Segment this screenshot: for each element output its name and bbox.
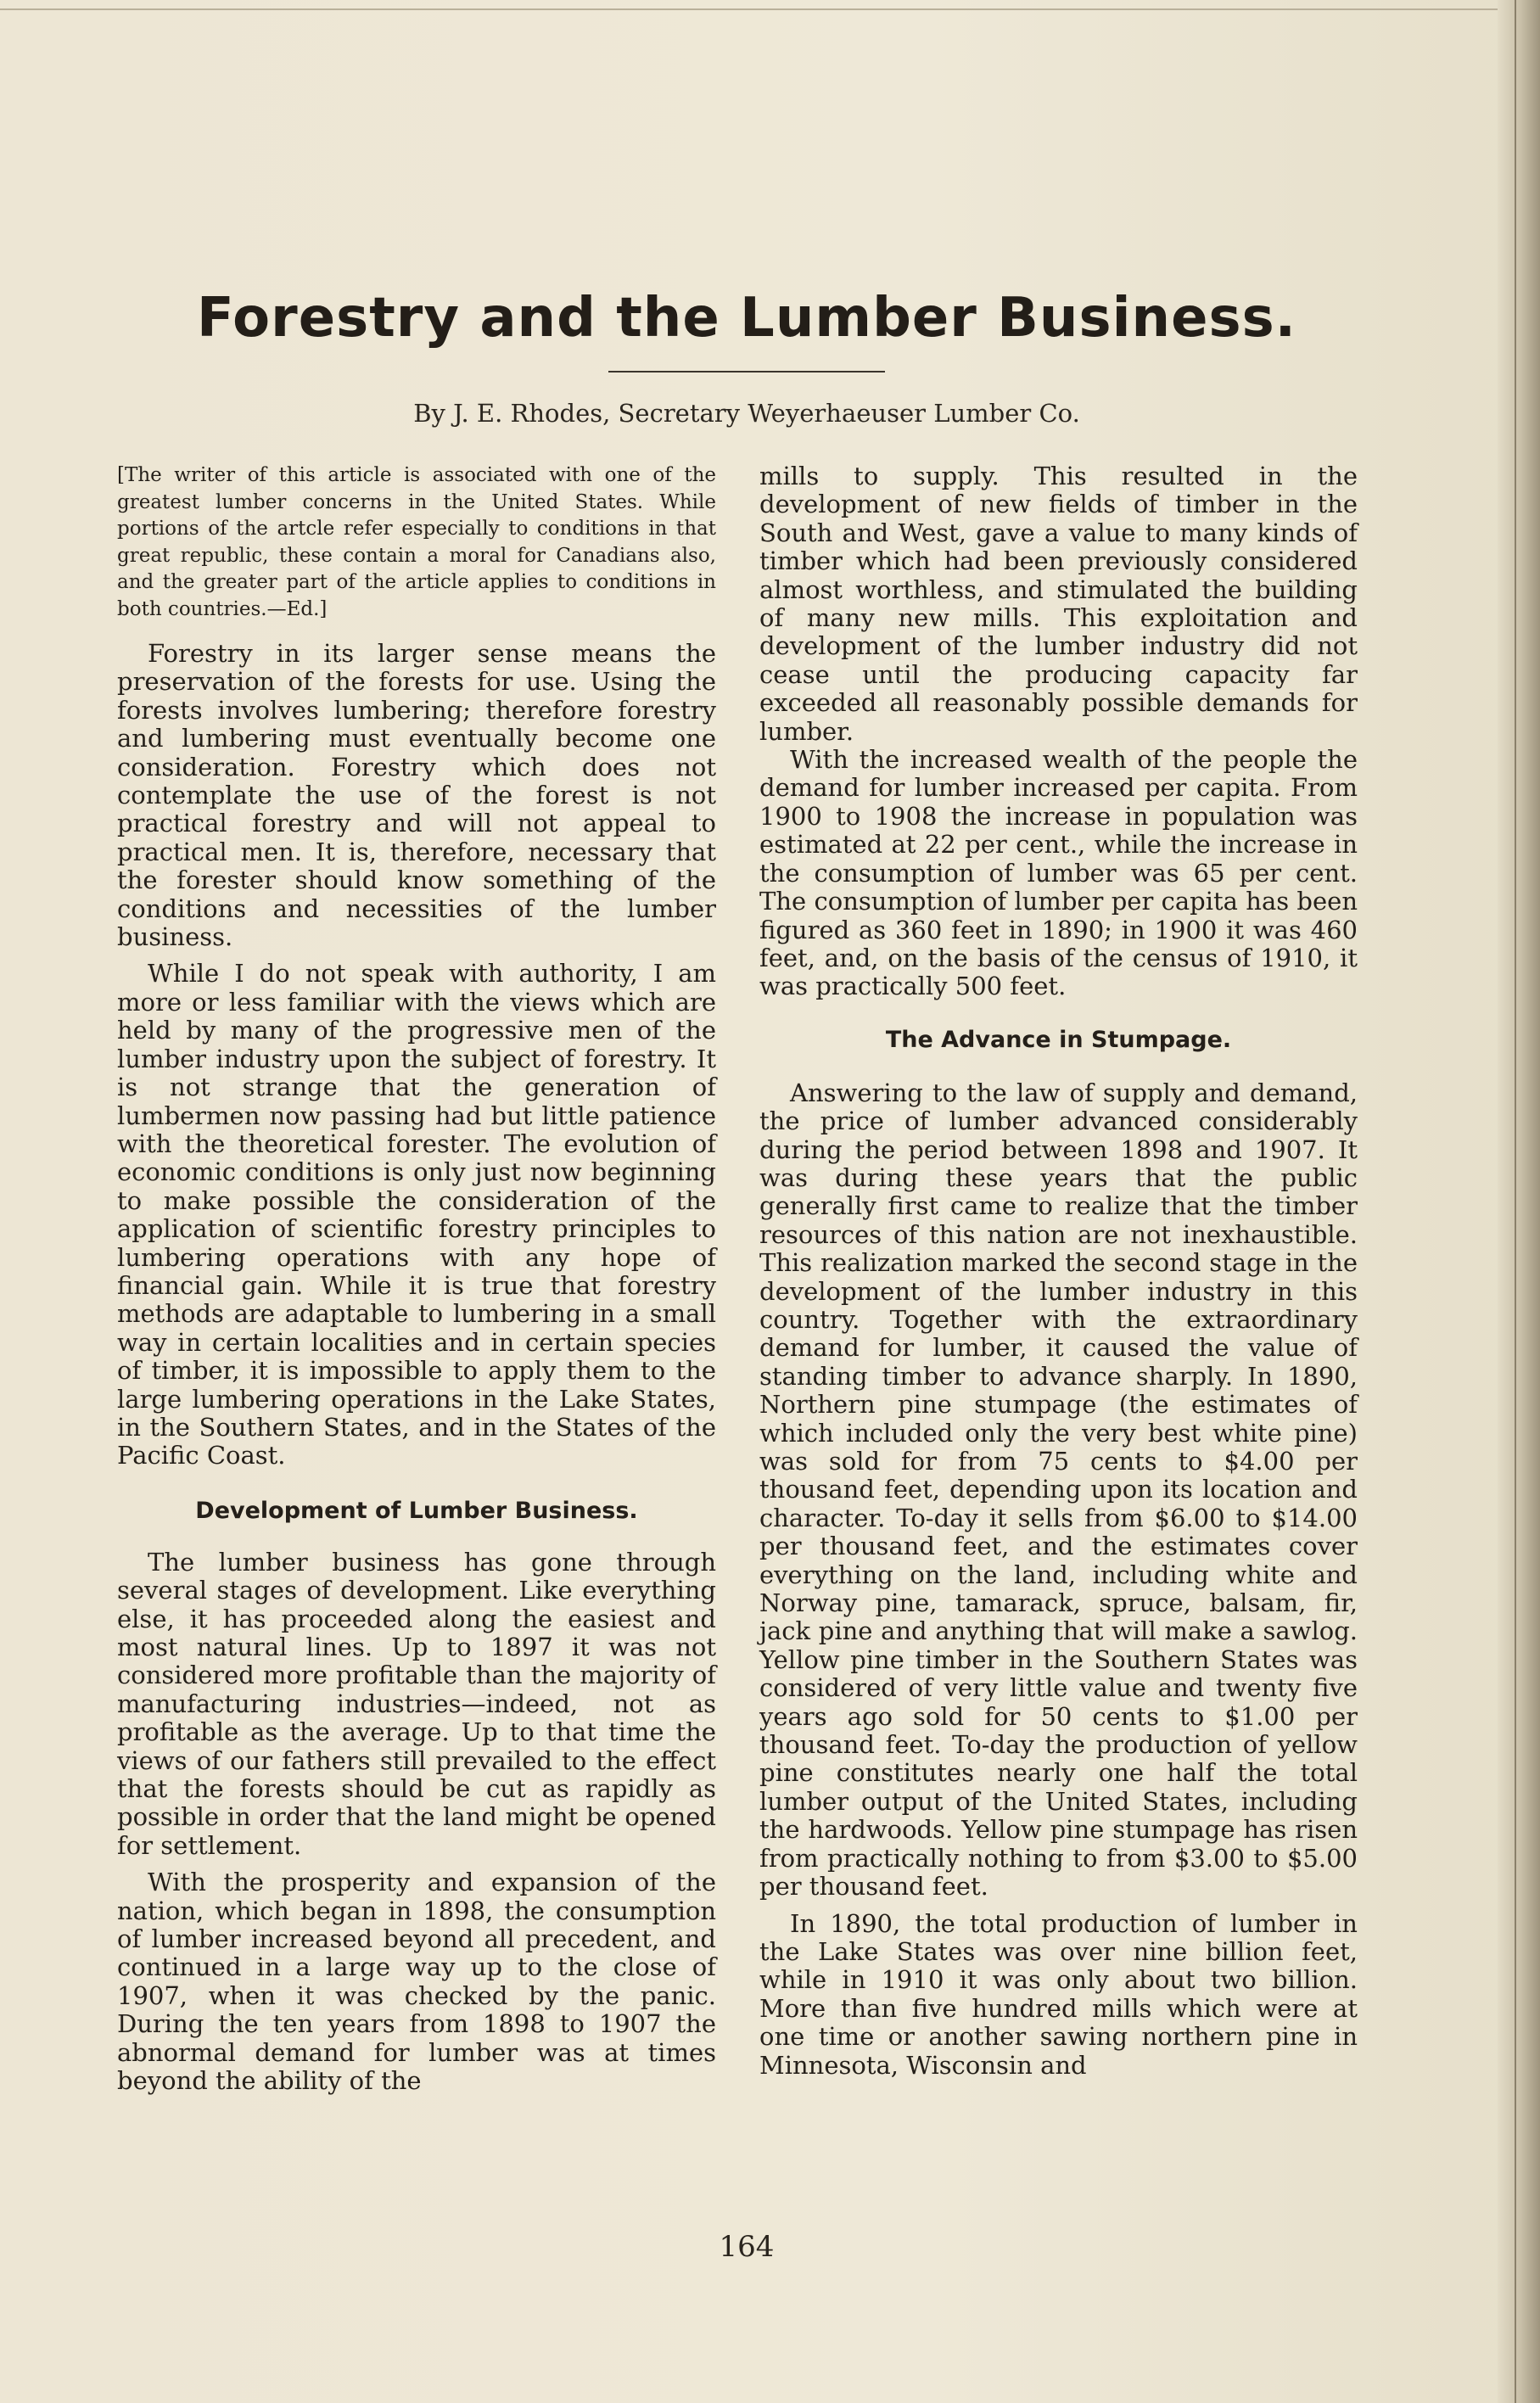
top-edge-rule	[0, 8, 1540, 10]
paragraph: Answering to the law of supply and demand, the price of lumber advanced considerably during the period between 1898 and 1907. It was during these years that the public generally first came to realize that the timber resources of this nation are not inexhaustible. This realization marked the second stage in the development of the lumber industry in this country. Together with the extraordinary demand for lumber, it caused the value of standing timber to advance sharply. In 1890, Northern pine stumpage (the estimates of which included only the very best white pine) was sold for from 75 cents to $4.00 per thousand feet, depending upon its location and character. To-day it sells from $6.00 to $14.00 per thousand feet, and the estimates cover everything on the land, including white and Norway pine, tamarack, spruce, balsam, fir, jack pine and anything that will make a sawlog. Yellow pine timber in the Southern States was considered of very little value and twenty five years ago sold for 50 cents to $1.00 per thousand feet. To-day the production of yellow pine constitutes nearly one half the total lumber output of the United States, including the hardwoods. Yellow pine stumpage has risen from practically nothing to from $3.00 to $5.00 per thousand feet.	[759, 1078, 1358, 1902]
left-column	[117, 462, 716, 2096]
paragraph: With the prosperity and expansion of the nation, which began in 1898, the consumption of lumber increased beyond all precedent, and continued in a large way up to the close of 1907, when it was checked by the panic. During the ten years from 1898 to 1907 the abnormal demand for lumber was at times beyond the ability of the	[117, 1868, 716, 2096]
paragraph: The lumber business has gone through several stages of development. Like everything else, it has proceeded along the easiest and most natural lines. Up to 1897 it was not considered more profitable than the majority of manufacturing industries—indeed, not as profitable as the average. Up to that time the views of our fathers still prevailed to the effect that the forests should be cut as rapidly as possible in order that the land might be opened for settlement.	[117, 1547, 716, 1860]
spine-line	[1515, 0, 1516, 2403]
byline: By J. E. Rhodes, Secretary Weyerhaeuser Lumber Co.	[413, 399, 1080, 428]
paragraph: In 1890, the total production of lumber in the Lake States was over nine billion feet, while in 1910 it was only about two billion. More than five hundred mills which were at one time or another sawing northern pine in Minnesota, Wisconsin and	[759, 1908, 1358, 2080]
title-rule	[608, 371, 885, 372]
binding-spine	[1498, 0, 1540, 2403]
right-column	[759, 462, 1358, 2080]
paragraph: While I do not speak with authority, I am more or less familiar with the views which are held by many of the progressive men of the lumber industry upon the subject of forestry. It is not strange that the generation of lumbermen now passing had but little patience with the theoretical forester. The evolution of economic conditions is only just now beginning to make possible the consideration of the application of scientific forestry principles to lumbering operations with any hope of financial gain. While it is true that forestry methods are adaptable to lumbering in a small way in certain localities and in certain species of timber, it is impossible to apply them to the large lumbering operations in the Lake States, in the Southern States, and in the States of the Pacific Coast.	[117, 959, 716, 1470]
section-heading: Development of Lumber Business.	[195, 1497, 638, 1524]
paragraph: Forestry in its larger sense means the preservation of the forests for use. Using the forests involves lumbering; therefore forestry and lumbering must eventually become one consideration. Forestry which does not contemplate the use of the forest is not practical forestry and will not appeal to practical men. It is, therefore, necessary that the forester should know something of the conditions and necessities of the lumber business.	[117, 639, 716, 952]
article-title: Forestry and the Lumber Business.	[197, 287, 1296, 350]
paragraph: mills to supply. This resulted in the development of new fields of timber in the South and West, gave a value to many kinds of timber which had been previously considered almost worthless, and stimulated the building of many new mills. This exploitation and development of the lumber industry did not cease until the producing capacity far exceeded all reasonably possible demands for lumber.	[759, 462, 1358, 746]
section-heading: The Advance in Stumpage.	[885, 1026, 1232, 1053]
editor-note: [The writer of this article is associated with one of the greatest lumber concerns in the United States. While portions of the artcle refer especially to conditions in that great republic, these contain a moral for Canadians also, and the greater part of the article applies to conditions in both countries.—Ed.]	[117, 464, 716, 620]
paragraph: With the increased wealth of the people the demand for lumber increased per capita. From 1900 to 1908 the increase in population was estimated at 22 per cent., while the increase in the consumption of lumber was 65 per cent. The consumption of lumber per capita has been figured as 360 feet in 1890; in 1900 it was 460 feet, and, on the basis of the census of 1910, it was practically 500 feet.	[759, 745, 1358, 1001]
page-number: 164	[719, 2230, 775, 2264]
